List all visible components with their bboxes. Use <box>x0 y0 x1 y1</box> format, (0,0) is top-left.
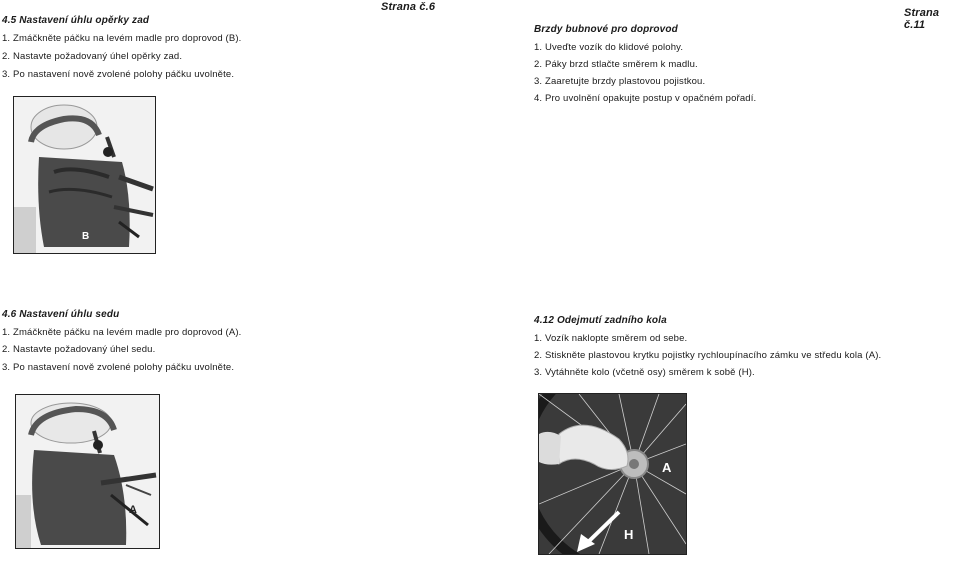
photo-label-b: B <box>82 231 90 242</box>
section-title: 4.5 Nastavení úhlu opěrky zad <box>2 15 150 26</box>
section-title: 4.12 Odejmutí zadního kola <box>534 315 667 326</box>
rear-wheel-photo <box>538 393 687 555</box>
rear-wheel-illustration <box>539 394 686 554</box>
backrest-lever-photo <box>13 96 156 254</box>
section-title: Brzdy bubnové pro doprovod <box>534 24 678 35</box>
step-item: 1. Zmáčkněte páčku na levém madle pro doprovod (A). <box>2 327 242 338</box>
photo-label-h: H <box>624 527 634 542</box>
photo-label-a: A <box>662 460 672 475</box>
step-item: 1. Vozík naklopte směrem od sebe. <box>534 333 688 344</box>
step-item: 2. Páky brzd stlačte směrem k madlu. <box>534 59 698 70</box>
photo-label-a: A <box>129 504 138 516</box>
section-title: 4.6 Nastavení úhlu sedu <box>2 309 120 320</box>
step-item: 2. Nastavte požadovaný úhel opěrky zad. <box>2 51 183 62</box>
step-item: 3. Po nastavení nově zvolené polohy páčku uvolněte. <box>2 362 235 373</box>
wheelchair-backrest-illustration <box>14 97 155 253</box>
step-item: 1. Uveďte vozík do klidové polohy. <box>534 42 684 53</box>
wheelchair-seat-illustration <box>16 395 159 548</box>
step-item: 1. Zmáčkněte páčku na levém madle pro doprovod (B). <box>2 33 242 44</box>
seat-lever-photo <box>15 394 160 549</box>
step-item: 3. Vytáhněte kolo (včetně osy) směrem k sobě (H). <box>534 367 755 378</box>
page-number-right: Strana č.11 <box>904 7 940 31</box>
step-item: 2. Stiskněte plastovou krytku pojistky rychloupínacího zámku ve středu kola (A). <box>534 350 882 361</box>
step-item: 3. Po nastavení nově zvolené polohy páčku uvolněte. <box>2 69 235 80</box>
page-number-left: Strana č.6 <box>381 1 436 13</box>
step-item: 4. Pro uvolnění opakujte postup v opačném pořadí. <box>534 93 757 104</box>
step-item: 2. Nastavte požadovaný úhel sedu. <box>2 344 156 355</box>
step-item: 3. Zaaretujte brzdy plastovou pojistkou. <box>534 76 706 87</box>
